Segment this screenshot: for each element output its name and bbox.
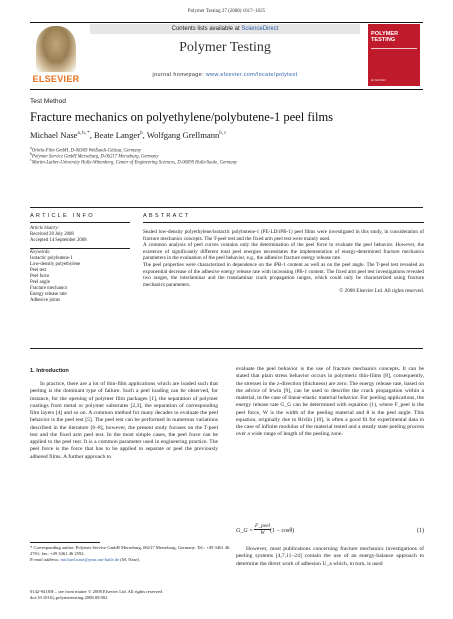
cover-strip	[371, 48, 417, 49]
abstract-heading: ABSTRACT	[143, 213, 191, 219]
keyword: Peel force	[30, 274, 50, 279]
equation-lhs: G_G =	[236, 528, 254, 534]
article-history	[30, 226, 130, 244]
keyword: Fracture mechanics	[30, 286, 68, 291]
abstract-paragraph: The peel properties were characterized in dependence on the iPB-1 content as well as on the peel angle. The T-peel test revealed an exponential decrease of the adhesive energy release rate with increasing iPB-1 content. The fixed arm peel test investigations revealed two ranges, the interlaminar and the translaminar crack propagation ranges, which could only be characterized using fracture mechanics parameters.	[143, 261, 424, 288]
divider	[30, 207, 423, 208]
body-paragraph: In practice, there are a lot of thin-film applications which are loaded such that peeling is the dominant type of failure. Such a peel loading can be observed, for instance, for the opening of polymer film packages [1], the separation of polymer coatings from metal or polymer substrates [2,3], the separation of corresponding film layers [4] and so on. A common method for many decades to evaluate the peel behavior is the peel test [5]. The peel test can be performed in numerous variations described in the literature [6–8], however, the present study focuses on the T-peel test and the fixed arm peel test. In the most simple cases, the peel force can be applied to the peel test. It is a common parameter used in engineering practice. The peel force is the force that has to be applied to separate or peel the previously adhered films. A further approach to	[30, 381, 218, 460]
keyword: Peel angle	[30, 280, 50, 285]
sciencedirect-link[interactable]: ScienceDirect	[241, 26, 279, 32]
affiliation-text: Orbita-Film GmbH, D-06369 Weißandt-Gölzau, Germany	[31, 148, 141, 154]
issn-line: 0142-9418/$ – see front matter © 2008 Elsevier Ltd. All rights reserved.	[30, 589, 163, 594]
author-name[interactable]: Beate Langer	[94, 130, 141, 140]
email-label: E-mail address:	[30, 556, 61, 562]
author-name[interactable]: Michael Nase	[30, 130, 78, 140]
keyword: Low-density polyethylene	[30, 262, 81, 267]
author-name[interactable]: Wolfgang Grellmann	[146, 130, 220, 140]
issn-footer	[30, 589, 230, 601]
journal-homepage	[90, 72, 360, 78]
equation-rhs: (1 − cosθ)	[270, 528, 295, 534]
keyword: Adhesive joints	[30, 298, 60, 303]
email-link[interactable]: michael.nase@psm.uni-halle.de	[60, 556, 120, 562]
journal-title: Polymer Testing	[179, 40, 271, 55]
received-date: Received 28 July 2008	[30, 232, 74, 237]
keywords	[30, 250, 130, 304]
cover-title-line2: TESTING	[371, 37, 396, 43]
email-suffix: (M. Nase).	[119, 556, 141, 562]
accepted-date: Accepted 14 September 2008	[30, 238, 87, 243]
equation-fraction	[254, 523, 271, 536]
keyword: Peel test	[30, 268, 47, 273]
homepage-prefix: journal homepage:	[152, 72, 206, 78]
abstract-body	[143, 229, 424, 295]
journal-cover-thumbnail	[368, 24, 420, 86]
divider	[143, 222, 424, 223]
author-list: Michael Nase$^{a, b, *}$, Beate Langer$^b$, Wolfgang Grellmann$^{b, c}$	[30, 130, 227, 140]
body-paragraph: evaluate the peel behavior is the use of fracture mechanics concepts. It can be stated that plain stress behavior occurs in polymeric thin-films [8], consequently, the stresses in the z-direction (thickness) are zero. The energy release rate, based on the advice of Irwin [9], can be used to describe the crack propagation within a material, in the case of linear-elastic material behavior. For peeling applications, the energy release rate G_G can be determined with equation (1), where F_peel is the peel force, W is the width of the peeling material and θ is the peel angle. This equation, originally due to Rivlin [10], is often a good fit for experimental data in the case of infinite modulus of the material tested and a steady state peeling process over a wide range of length of the peeling zone.	[236, 366, 424, 438]
equation-1	[236, 523, 424, 541]
author-affil-marker[interactable]: b	[140, 131, 143, 137]
body-paragraph: However, most publications concerning fracture mechanics investigations of peeling systems [4,7,11–24] contain the use of an energy-balance approach to determine the direct work of adhesion U_a which, in turn, is used	[236, 546, 424, 567]
elsevier-wordmark: ELSEVIER	[32, 74, 80, 84]
divider	[30, 348, 423, 349]
affiliation-text: Martin-Luther-University Halle-Wittenberg, Center of Engineering Sciences, D-06099 Halle/Saale, Germany	[31, 160, 238, 166]
history-label: Article history:	[30, 226, 60, 231]
abstract-copyright: © 2008 Elsevier Ltd. All rights reserved.	[339, 288, 424, 295]
author-affil-marker[interactable]: a, b, *	[77, 131, 90, 137]
affiliation-text: Polymer Service GmbH Merseburg, D-06217 Merseburg, Germany	[31, 154, 159, 160]
abstract-paragraph: Sealed low-density polyethylene/isotactic polybutene-1 (PE-LD/iPB-1) peel films were investigated in this study, in consideration of fracture mechanics concepts. The T-peel test and the fixed arm peel test were mainly used.	[143, 229, 424, 242]
article-title: Fracture mechanics on polyethylene/polybutene-1 peel films	[30, 110, 334, 124]
equation-number: (1)	[417, 528, 424, 534]
corresponding-author-note: * Corresponding author. Polymer Service GmbH Merseburg, 06217 Merseburg, Germany. Tel.: +49 3461 46 2761; fax: +49 3461 46 2592.	[30, 545, 230, 556]
abstract-paragraph: A common analysis of peel curves contains only the determination of the peel force to evaluate the peel behavior. However, the existence of significantly different total peel energies necessitates the implementation of energy-determined fracture mechanics parameters in the evaluation of the peel behavior, e.g., the adhesive fracture energy release rate.	[143, 242, 424, 262]
keyword: Energy release rate	[30, 292, 67, 297]
equation-denominator: W	[260, 530, 265, 536]
affiliation-marker: b	[30, 152, 32, 156]
article-info-heading: ARTICLE INFO	[30, 213, 95, 219]
divider	[30, 248, 130, 249]
cover-title-line1: POLYMER	[371, 31, 399, 37]
elsevier-logo	[30, 22, 82, 88]
homepage-link[interactable]: www.elsevier.com/locate/polytest	[205, 72, 298, 78]
body-left-column	[30, 381, 218, 461]
elsevier-tree-icon	[36, 26, 76, 72]
section-type: Test Method	[30, 98, 66, 105]
running-head: Polymer Testing 27 (2008) 1017–1025	[187, 9, 266, 14]
corresponding-footnote	[30, 545, 230, 562]
cover-publisher: ELSEVIER	[371, 78, 386, 82]
equation-numerator: F_peel	[255, 523, 270, 529]
affiliation-marker: c	[30, 158, 32, 162]
body-right-column	[236, 366, 424, 439]
contents-available-band	[90, 24, 360, 34]
cover-title	[371, 31, 417, 43]
body-right-column-cont	[236, 546, 424, 568]
contents-prefix: Contents lists available at	[171, 26, 242, 32]
affiliation	[30, 158, 430, 166]
keywords-label: Keywords:	[30, 250, 51, 255]
keyword: Isotactic polybutene-1	[30, 256, 73, 261]
footnote-rule	[30, 542, 100, 543]
author-affil-marker[interactable]: b, c	[219, 131, 227, 137]
divider	[30, 222, 130, 223]
section-heading: 1. Introduction	[30, 368, 69, 374]
affiliation-marker: a	[30, 146, 32, 150]
doi-line[interactable]: doi:10.1016/j.polymertesting.2008.09.002	[30, 594, 108, 600]
